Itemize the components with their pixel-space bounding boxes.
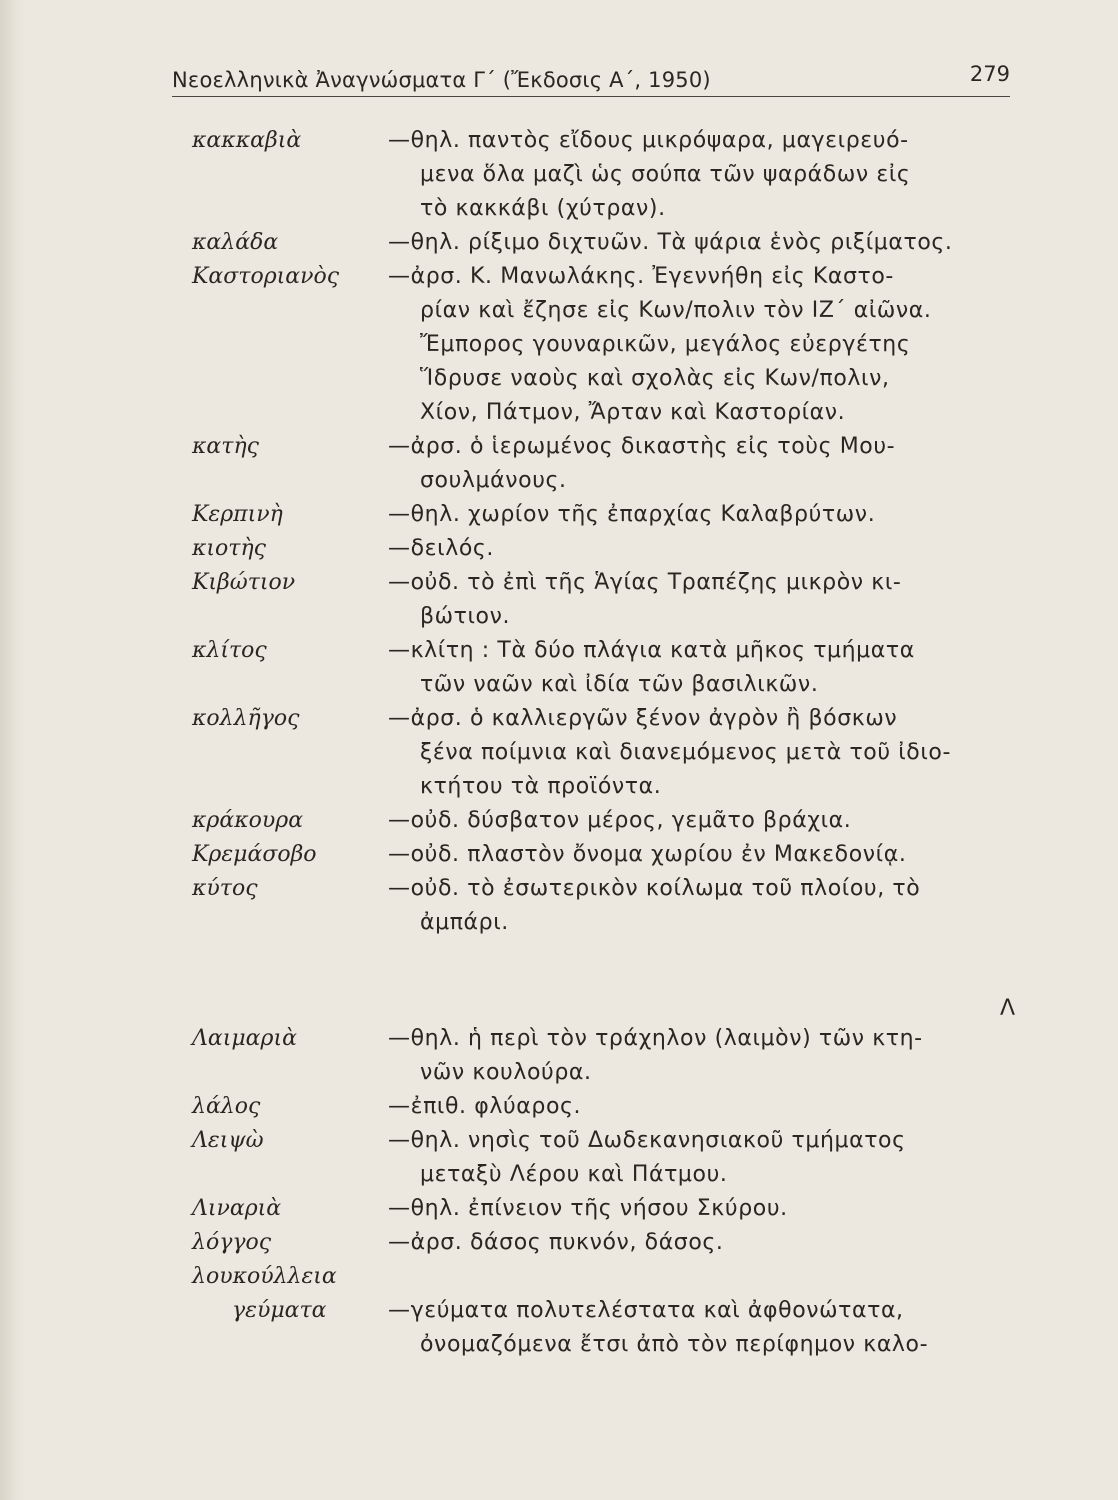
definition-line: —θηλ. νησὶς τοῦ Δωδεκανησιακοῦ τμήματος	[388, 1128, 906, 1153]
entry-definition	[388, 430, 895, 498]
entry-definition	[388, 498, 875, 532]
definition-line: —οὐδ. τὸ ἐπὶ τῆς Ἁγίας Τραπέζης μικρὸν κι-	[388, 570, 902, 595]
entry-definition	[388, 1022, 923, 1090]
entry-definition	[388, 634, 915, 702]
entry-term: λάλος	[192, 1094, 261, 1119]
page-header	[172, 62, 1010, 96]
entry-definition	[388, 804, 851, 838]
entry-definition	[388, 702, 951, 804]
entry-term: κράκουρα	[192, 808, 304, 833]
definition-line: κτήτου τὰ προϊόντα.	[420, 774, 662, 799]
entry-term: κλίτος	[192, 638, 267, 663]
definition-line: ξένα ποίμνια καὶ διανεμόμενος μετὰ τοῦ ἰδιο-	[420, 740, 952, 765]
entry-term: Λαιμαριὰ	[192, 1026, 297, 1051]
definition-line: Χίον, Πάτμον, Ἄρταν καὶ Καστορίαν.	[420, 400, 846, 425]
definition-line: νῶν κουλούρα.	[420, 1060, 592, 1085]
definition-line: —θηλ. παντὸς εἴδους μικρόψαρα, μαγειρευό-	[388, 128, 909, 153]
definition-line: —οὐδ. πλαστὸν ὄνομα χωρίου ἐν Μακεδονίᾳ.	[388, 842, 907, 867]
entry-term: κακκαβιὰ	[192, 128, 302, 153]
definition-line: —γεύματα πολυτελέστατα καὶ ἀφθονώτατα,	[388, 1298, 904, 1323]
definition-line: —οὐδ. δύσβατον μέρος, γεμᾶτο βράχια.	[388, 808, 852, 833]
entry-term: Λειψὼ	[192, 1128, 264, 1153]
definition-line: —οὐδ. τὸ ἐσωτερικὸν κοίλωμα τοῦ πλοίου, τὸ	[388, 876, 921, 901]
entry-definition	[388, 532, 494, 566]
entry-definition	[388, 1090, 581, 1124]
header-rule	[172, 96, 1010, 97]
entry-definition	[388, 566, 901, 634]
entry-definition	[388, 1226, 724, 1260]
entry-definition	[388, 124, 910, 226]
definition-line: —κλίτη : Τὰ δύο πλάγια κατὰ μῆκος τμήματα	[388, 638, 915, 663]
definition-line: Ἵδρυσε ναοὺς καὶ σχολὰς εἰς Κων/πολιν,	[420, 366, 890, 391]
entry-definition	[388, 1124, 906, 1192]
definition-line: —θηλ. ἡ περὶ τὸν τράχηλον (λαιμὸν) τῶν κτη-	[388, 1026, 923, 1051]
entry-term: Λιναριὰ	[192, 1196, 282, 1221]
definition-line: ρίαν καὶ ἔζησε εἰς Κων/πολιν τὸν ΙΖ΄ αἰῶνα.	[420, 298, 932, 323]
entry-term: κολλῆγος	[192, 706, 300, 731]
definition-line: —ἀρσ. ὁ καλλιεργῶν ξένον ἀγρὸν ἢ βόσκων	[388, 706, 898, 731]
definition-line: —θηλ. χωρίον τῆς ἐπαρχίας Καλαβρύτων.	[388, 502, 876, 527]
entry-definition	[388, 872, 920, 940]
definition-line: τῶν ναῶν καὶ ἰδία τῶν βασιλικῶν.	[420, 672, 819, 697]
definition-line: —θηλ. ἐπίνειον τῆς νήσου Σκύρου.	[388, 1196, 788, 1221]
definition-line: —ἀρσ. Κ. Μανωλάκης. Ἐγεννήθη εἰς Καστο-	[388, 264, 894, 289]
definition-line: —ἀρσ. ὁ ἱερωμένος δικαστὴς εἰς τοὺς Μου-	[388, 434, 896, 459]
definition-line: ὀνομαζόμενα ἔτσι ἀπὸ τὸν περίφημον καλο-	[420, 1332, 929, 1357]
definition-line: μενα ὅλα μαζὶ ὡς σούπα τῶν ψαράδων εἰς	[420, 162, 911, 187]
entry-definition	[388, 1192, 788, 1226]
entry-term: γεύματα	[232, 1298, 327, 1323]
entry-term: λόγγος	[192, 1230, 272, 1255]
definition-line: τὸ κακκάβι (χύτραν).	[420, 196, 666, 221]
entry-term: Κερπινὴ	[192, 502, 283, 527]
page-number: 279	[969, 62, 1010, 86]
entry-term: κύτος	[192, 876, 258, 901]
section-letter: Λ	[1000, 996, 1016, 1021]
definition-line: —ἀρσ. δάσος πυκνόν, δάσος.	[388, 1230, 724, 1255]
entry-definition	[388, 226, 953, 260]
entry-definition	[388, 838, 906, 872]
entry-definition	[388, 260, 931, 430]
definition-line: —θηλ. ρίξιμο διχτυῶν. Τὰ ψάρια ἑνὸς ριξίματος.	[388, 230, 953, 255]
definition-line: βώτιον.	[420, 604, 511, 629]
definition-line: μεταξὺ Λέρου καὶ Πάτμου.	[420, 1162, 728, 1187]
entry-term: κιοτὴς	[192, 536, 266, 561]
entry-term: καλάδα	[192, 230, 279, 255]
entry-term: λουκούλλεια	[192, 1264, 337, 1289]
definition-line: Ἔμπορος γουναρικῶν, μεγάλος εὐεργέτης	[420, 332, 911, 357]
running-title: Νεοελληνικὰ Ἀναγνώσματα Γ΄ (Ἔκδοσις Α΄, 1950)	[172, 68, 711, 92]
entry-term: Κιβώτιον	[192, 570, 296, 595]
entry-term: Καστοριανὸς	[192, 264, 340, 289]
entry-term: Κρεμάσοβο	[192, 842, 317, 867]
definition-line: ἀμπάρι.	[420, 910, 509, 935]
entry-term: κατὴς	[192, 434, 259, 459]
entry-definition	[388, 1294, 928, 1362]
definition-line: —ἐπιθ. φλύαρος.	[388, 1094, 582, 1119]
definition-line: σουλμάνους.	[420, 468, 567, 493]
definition-line: —δειλός.	[388, 536, 494, 561]
page-binding-edge	[0, 0, 26, 1500]
